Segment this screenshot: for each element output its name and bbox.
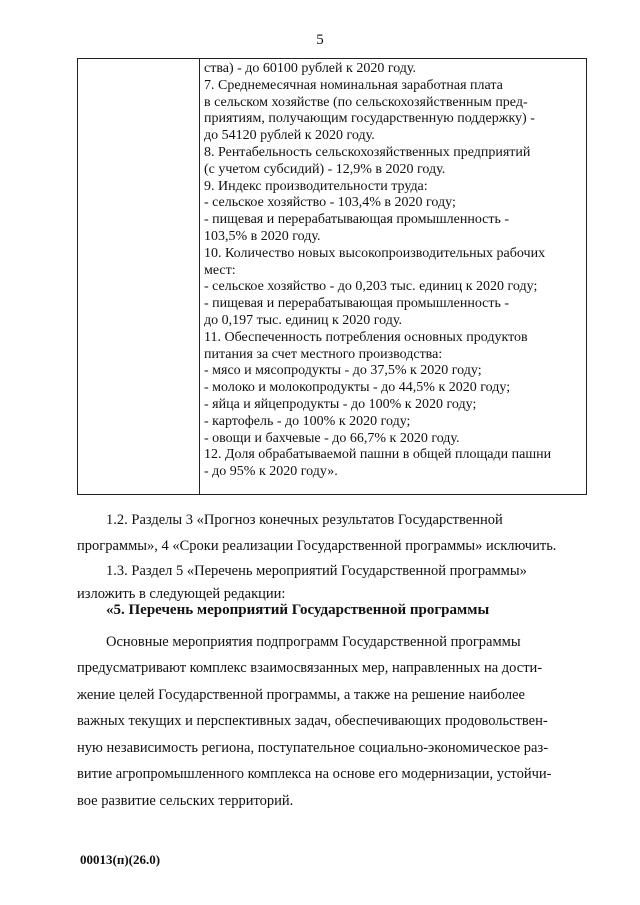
- body-line: витие агропромышленного комплекса на основе его модернизации, устойчи-: [77, 766, 552, 782]
- body-line: ную независимость региона, поступательное социально-экономическое раз-: [77, 740, 549, 756]
- table-line: - яйца и яйцепродукты - до 100% к 2020 году;: [204, 396, 477, 412]
- table-line: ства) - до 60100 рублей к 2020 году.: [204, 61, 417, 76]
- table-line: 10. Количество новых высокопроизводительных рабочих: [204, 245, 546, 261]
- table-line: 12. Доля обрабатываемой пашни в общей площади пашни: [204, 447, 552, 463]
- para-1-3-line1: 1.3. Раздел 5 «Перечень мероприятий Государственной программы»: [106, 563, 527, 579]
- body-line: Основные мероприятия подпрограмм Государственной программы: [106, 634, 521, 650]
- footer-code: 00013(п)(26.0): [80, 852, 161, 867]
- table-line: приятиям, получающим государственную поддержку) -: [204, 111, 535, 127]
- table-line: до 54120 рублей к 2020 году.: [204, 128, 375, 144]
- table-line: - сельское хозяйство - 103,4% в 2020 году;: [204, 195, 456, 211]
- table-line: - картофель - до 100% к 2020 году;: [204, 413, 411, 429]
- table-line: 103,5% в 2020 году.: [204, 228, 321, 244]
- table-line: мест:: [204, 262, 236, 278]
- body-line: жение целей Государственной программы, а также на решение наиболее: [77, 687, 525, 703]
- table-line: - овощи и бахчевые - до 66,7% к 2020 году.: [204, 430, 460, 446]
- section-heading: «5. Перечень мероприятий Государственной программы: [106, 602, 490, 618]
- table-line: питания за счет местного производства:: [204, 346, 443, 362]
- goals-table: [77, 58, 587, 495]
- table-line: 7. Среднемесячная номинальная заработная плата: [204, 77, 503, 93]
- table-line: до 0,197 тыс. единиц к 2020 году.: [204, 312, 402, 328]
- body-line: важных текущих и перспективных задач, обеспечивающих продовольствен-: [77, 713, 548, 729]
- table-left-cell: [78, 59, 200, 494]
- table-right-cell: [204, 61, 582, 481]
- table-line: 11. Обеспеченность потребления основных продуктов: [204, 329, 528, 345]
- table-line: - мясо и мясопродукты - до 37,5% к 2020 году;: [204, 363, 482, 379]
- para-1-2-line1: 1.2. Разделы 3 «Прогноз конечных результатов Государственной: [106, 512, 503, 528]
- table-line: - сельское хозяйство - до 0,203 тыс. единиц к 2020 году;: [204, 279, 538, 295]
- table-line: - пищевая и перерабатывающая промышленность -: [204, 212, 510, 228]
- table-line: - молоко и молокопродукты - до 44,5% к 2020 году;: [204, 380, 511, 396]
- body-line: вое развитие сельских территорий.: [77, 793, 294, 809]
- para-1-3-line2: изложить в следующей редакции:: [77, 586, 286, 602]
- page-number: 5: [316, 32, 324, 48]
- body-line: предусматривают комплекс взаимосвязанных мер, направленных на дости-: [77, 660, 543, 676]
- table-line: (с учетом субсидий) - 12,9% в 2020 году.: [204, 161, 446, 177]
- para-1-2-line2: программы», 4 «Сроки реализации Государственной программы» исключить.: [77, 538, 557, 554]
- table-line: 9. Индекс производительности труда:: [204, 178, 428, 194]
- table-line: - пищевая и перерабатывающая промышленность -: [204, 296, 510, 312]
- table-line: 8. Рентабельность сельскохозяйственных предприятий: [204, 144, 531, 160]
- table-line: в сельском хозяйстве (по сельскохозяйственным пред-: [204, 94, 528, 110]
- table-line: - до 95% к 2020 году».: [204, 464, 338, 480]
